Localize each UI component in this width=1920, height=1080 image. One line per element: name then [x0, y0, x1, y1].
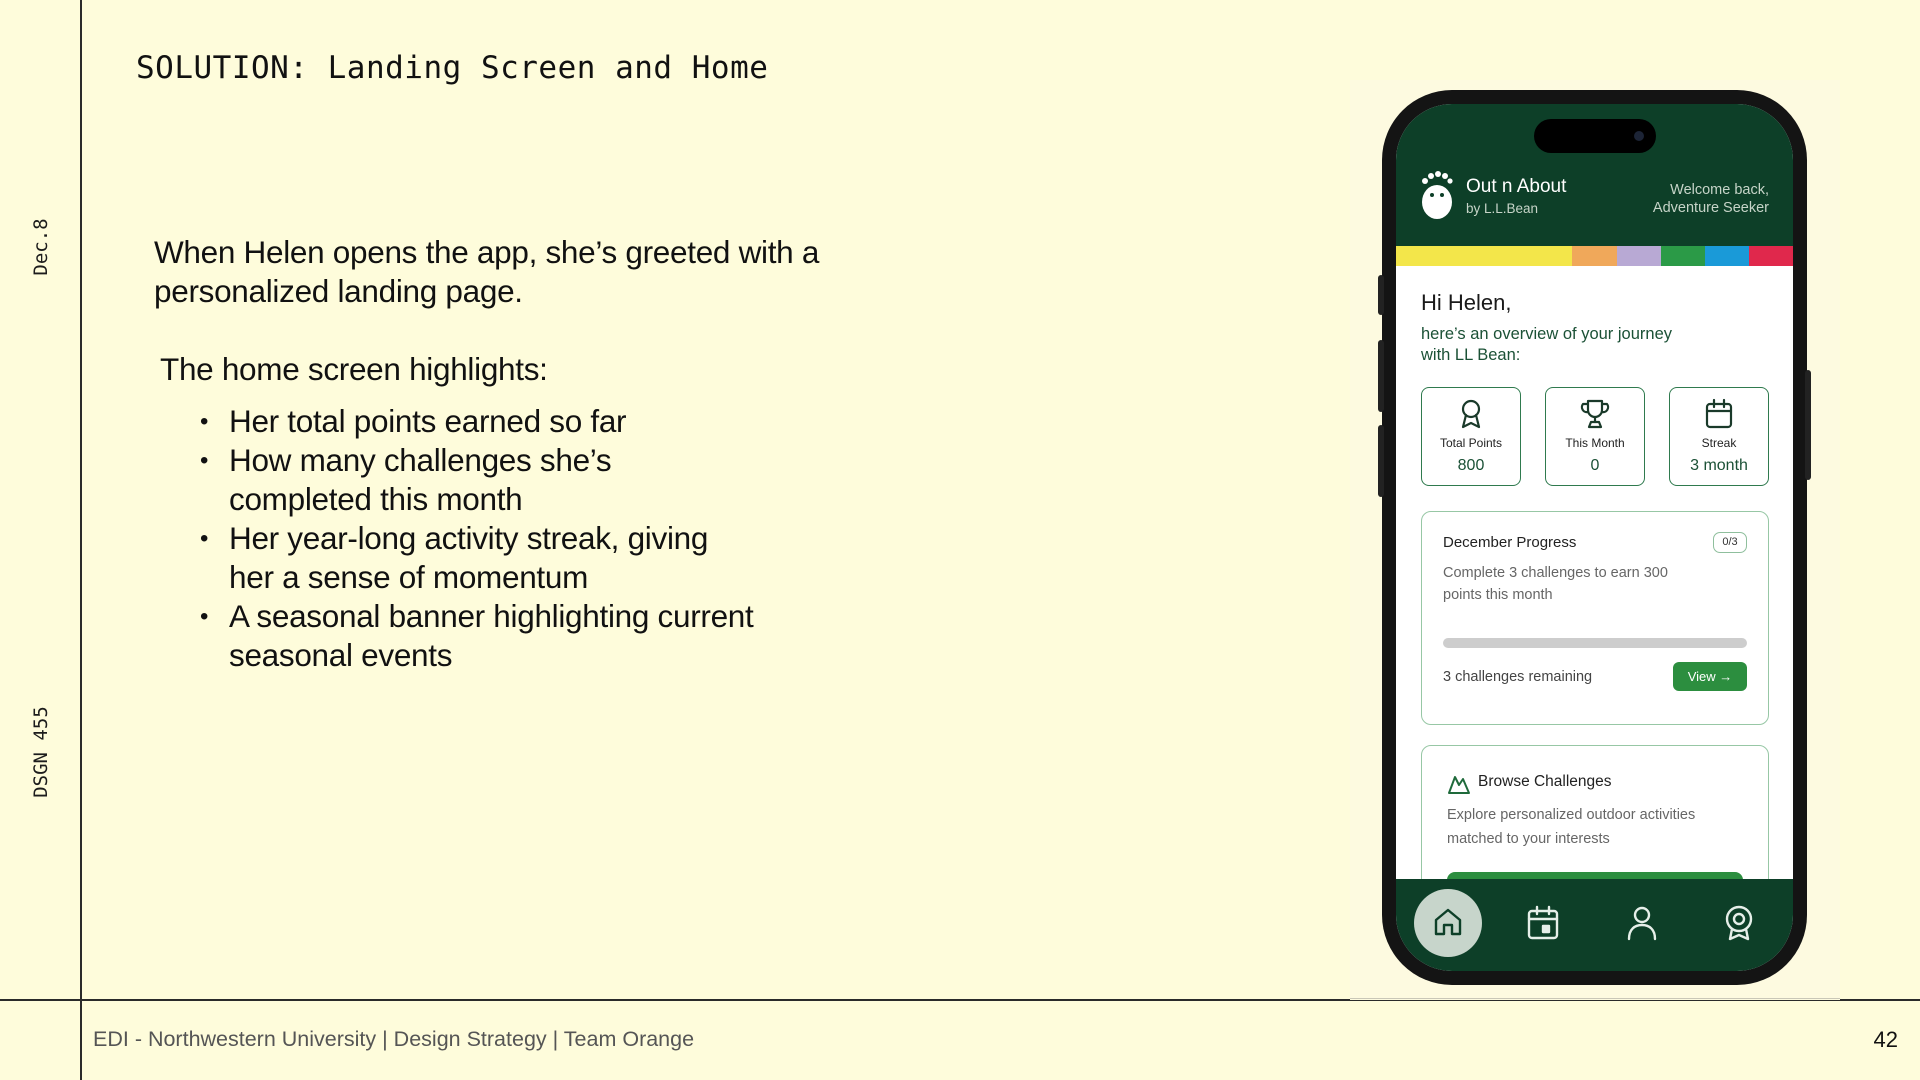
nav-home[interactable] — [1414, 889, 1482, 957]
volume-down-button — [1378, 425, 1384, 497]
volume-up-button — [1378, 340, 1384, 412]
progress-description: Complete 3 challenges to earn 300 points this month — [1443, 565, 1668, 603]
footprint-icon — [1420, 170, 1454, 220]
stripe-segment — [1440, 246, 1484, 266]
view-button[interactable] — [1673, 662, 1747, 691]
welcome-message — [1589, 181, 1769, 217]
app-brand-sub: by L.L.Bean — [1466, 201, 1539, 216]
december-progress-card — [1421, 511, 1769, 725]
phone-mockup — [1382, 90, 1807, 985]
bullet-item: • Her year-long activity streak, giving her a sense of momentum — [200, 519, 760, 597]
greeting: Hi Helen, — [1421, 290, 1512, 315]
intro-paragraph: When Helen opens the app, she’s greeted with a personalized landing page. — [154, 234, 820, 309]
intro-text — [154, 233, 914, 311]
bottom-nav — [1396, 879, 1793, 971]
stripe-segment — [1661, 246, 1705, 266]
challenges-remaining: 3 challenges remaining — [1443, 669, 1593, 685]
stat-value: 3 month — [1690, 457, 1748, 474]
footer-text: EDI - Northwestern University | Design Strategy | Team Orange — [93, 1027, 695, 1051]
camera-icon — [1634, 131, 1644, 141]
stripe-segment — [1484, 246, 1528, 266]
app-brand-name: Out n About — [1466, 176, 1567, 197]
welcome-line: Adventure Seeker — [1652, 200, 1769, 216]
power-button — [1805, 370, 1811, 480]
home-icon — [1432, 906, 1464, 938]
stat-this-month[interactable] — [1545, 387, 1645, 486]
stat-label: Total Points — [1439, 436, 1503, 450]
vertical-divider — [80, 0, 82, 1080]
award-ribbon-icon — [1456, 398, 1486, 430]
stripe-segment — [1617, 246, 1661, 266]
stripe-segment — [1528, 246, 1572, 266]
mockup-base-line — [1350, 998, 1840, 999]
action-button — [1378, 275, 1384, 315]
calendar-icon — [1704, 398, 1734, 430]
course-label: DSGN 455 — [30, 706, 52, 798]
browse-description: Explore personalized outdoor activities matched to your interests — [1447, 807, 1696, 847]
welcome-line: Welcome back, — [1670, 182, 1769, 198]
slide-title: SOLUTION: Landing Screen and Home — [136, 50, 769, 86]
stripe-segment — [1705, 246, 1749, 266]
browse-title: Browse Challenges — [1478, 773, 1612, 790]
trophy-icon — [1580, 398, 1610, 430]
seasonal-color-stripe — [1396, 246, 1793, 266]
app-screen — [1396, 104, 1793, 971]
progress-badge: 0/3 — [1713, 532, 1747, 553]
progress-title: December Progress — [1443, 534, 1577, 551]
view-button-label: View — [1687, 669, 1716, 684]
mountain-icon — [1447, 773, 1471, 795]
bullet-item: • How many challenges she’s completed this month — [200, 441, 760, 519]
progress-bar — [1443, 638, 1747, 648]
calendar-icon[interactable] — [1526, 905, 1560, 941]
date-label: Dec.8 — [30, 218, 52, 276]
stat-label: This Month — [1565, 436, 1625, 450]
arrow-right-icon: → — [1719, 669, 1733, 684]
bullet-item: • Her total points earned so far — [200, 402, 760, 441]
browse-challenges-card[interactable] — [1421, 745, 1769, 897]
stat-value: 0 — [1590, 457, 1600, 474]
bullet-item: • A seasonal banner highlighting current seasonal events — [200, 597, 760, 675]
stat-label: Streak — [1701, 436, 1737, 450]
rewards-icon[interactable] — [1722, 905, 1756, 941]
overview-text: here’s an overview of your journey with LL Bean: — [1421, 325, 1672, 364]
stripe-segment — [1572, 246, 1616, 266]
stripe-segment — [1396, 246, 1440, 266]
app-header — [1396, 104, 1793, 246]
highlights-title: The home screen highlights: — [160, 351, 548, 387]
profile-icon[interactable] — [1625, 905, 1659, 941]
stat-total-points[interactable] — [1421, 387, 1521, 486]
page-number: 42 — [1873, 1027, 1898, 1052]
highlights-list — [200, 402, 760, 675]
stripe-segment — [1749, 246, 1793, 266]
stat-streak[interactable] — [1669, 387, 1769, 486]
stat-value: 800 — [1457, 457, 1485, 474]
dynamic-island — [1534, 119, 1656, 153]
